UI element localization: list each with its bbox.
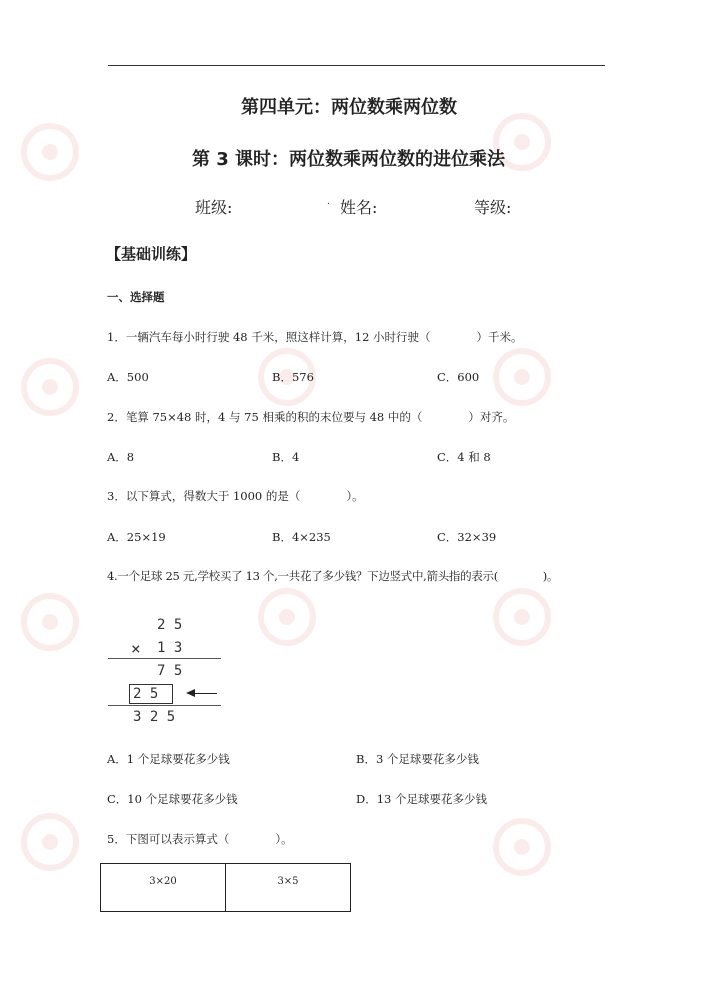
separator-dot: .	[327, 197, 330, 207]
section-title: 【基础训练】	[106, 245, 197, 263]
q4-option-a[interactable]: A．1 个足球要花多少钱	[107, 752, 230, 766]
watermark-logo-icon	[18, 590, 82, 654]
q5-cell-right: 3×5	[226, 864, 351, 912]
question-2-text: 2．笔算 75×48 时，4 与 75 相乘的积的末位要与 48 中的（ ）对齐。	[107, 410, 515, 424]
watermark-logo-icon	[255, 585, 319, 649]
calc-line-2	[108, 705, 221, 706]
q3-option-a[interactable]: A．25×19	[107, 530, 166, 544]
q2-option-b[interactable]: B．4	[272, 450, 300, 464]
q4-option-b[interactable]: B．3 个足球要花多少钱	[356, 752, 479, 766]
q5-diagram-table	[100, 863, 351, 912]
partial-product-1: 7 5	[157, 663, 183, 679]
name-label: 姓名:	[340, 198, 378, 217]
grade-label: 等级:	[474, 198, 512, 217]
watermark-logo-icon	[490, 585, 554, 649]
q1-option-c[interactable]: C．600	[437, 370, 480, 384]
part-title: 一、选择题	[107, 290, 165, 304]
question-3-text: 3．以下算式，得数大于 1000 的是（ ）。	[107, 489, 364, 503]
q4-option-d[interactable]: D．13 个足球要花多少钱	[356, 792, 488, 806]
times-sign: ×	[131, 639, 141, 658]
q4-option-c[interactable]: C．10 个足球要花多少钱	[107, 792, 238, 806]
q3-option-c[interactable]: C．32×39	[437, 530, 497, 544]
q2-option-c[interactable]: C．4 和 8	[437, 450, 491, 464]
q1-option-b[interactable]: B．576	[272, 370, 314, 384]
q3-option-b[interactable]: B．4×235	[272, 530, 331, 544]
page-title: 第四单元：两位数乘两位数	[241, 97, 457, 118]
question-4-text: 4.一个足球 25 元,学校买了 13 个,一共花了多少钱？下边竖式中,箭头指的表示( )。	[107, 569, 559, 583]
q2-option-a[interactable]: A．8	[107, 450, 135, 464]
q1-option-a[interactable]: A．500	[107, 370, 149, 384]
watermark-logo-icon	[18, 810, 82, 874]
calc-result: 3 2 5	[133, 709, 176, 725]
multiplicand: 2 5	[157, 617, 183, 633]
watermark-logo-icon	[18, 120, 82, 184]
watermark-logo-icon	[18, 355, 82, 419]
watermark-logo-icon	[490, 345, 554, 409]
watermark-logo-icon	[490, 815, 554, 879]
class-label: 班级:	[195, 198, 233, 217]
question-1-text: 1．一辆汽车每小时行驶 48 千米，照这样计算，12 小时行驶（ ）千米。	[107, 330, 523, 344]
question-5-text: 5．下图可以表示算式（ ）。	[107, 832, 293, 846]
multiplier: 1 3	[157, 640, 183, 656]
q5-cell-left: 3×20	[101, 864, 226, 912]
lesson-subtitle: 第 3 课时：两位数乘两位数的进位乘法	[192, 149, 506, 170]
partial-product-2: 2 5	[133, 686, 159, 702]
header-rule	[108, 65, 605, 66]
calc-line-1	[108, 658, 221, 659]
